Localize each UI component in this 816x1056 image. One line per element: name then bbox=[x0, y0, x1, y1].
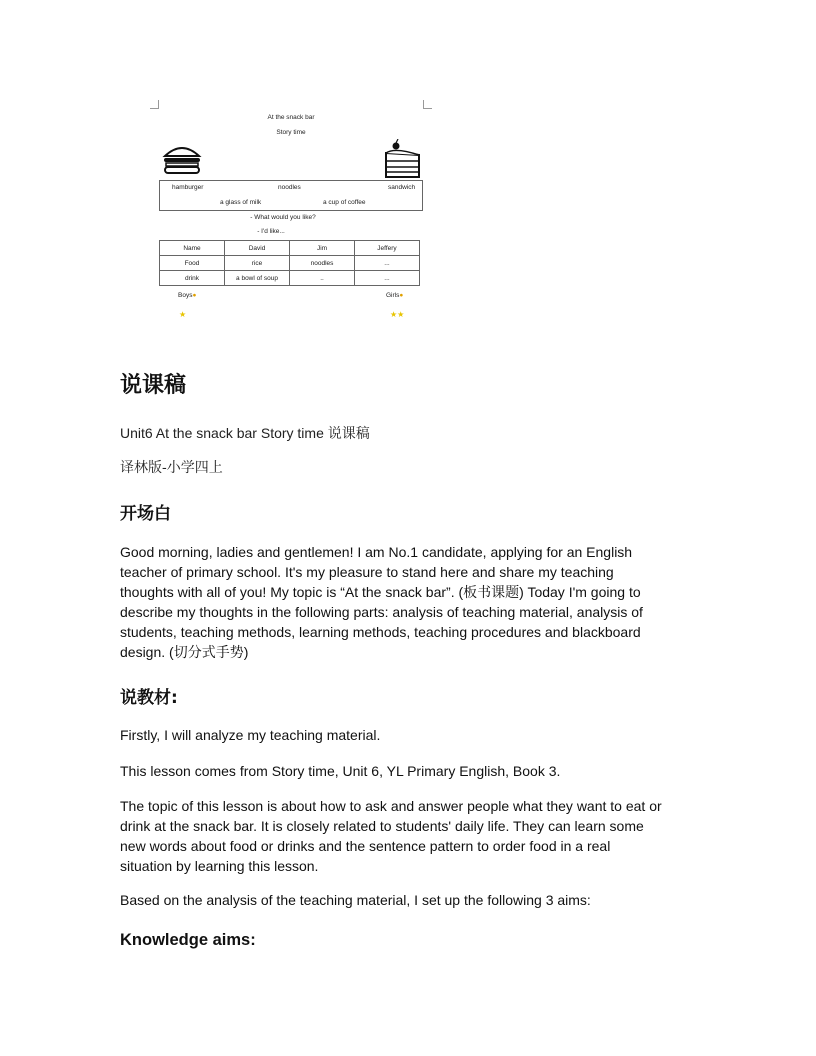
opening-paragraph bbox=[120, 542, 700, 662]
paragraph-line: students, teaching methods, learning methods, teaching procedures and blackboard bbox=[120, 624, 641, 640]
heading-opening: 开场白 bbox=[120, 504, 171, 524]
paragraph-line: design. (切分式手势) bbox=[120, 644, 249, 660]
vocab-noodles: noodles bbox=[278, 184, 301, 191]
girl-face-icon: ● bbox=[399, 292, 404, 299]
table-cell: noodles bbox=[290, 256, 355, 271]
blackboard-design-image bbox=[150, 100, 432, 325]
table-cell: .. bbox=[290, 271, 355, 286]
table-header-cell: Name bbox=[160, 241, 225, 256]
board-question: - What would you like? bbox=[250, 214, 316, 221]
board-title: At the snack bar bbox=[267, 114, 315, 121]
material-paragraph-3 bbox=[120, 796, 700, 876]
table-cell: ... bbox=[355, 271, 420, 286]
boys-label-group bbox=[178, 292, 196, 299]
paragraph-line: The topic of this lesson is about how to ask and answer people what they want to eat or bbox=[120, 798, 662, 814]
vocab-milk: a glass of milk bbox=[220, 199, 262, 206]
table-cell: ... bbox=[355, 256, 420, 271]
image-corner-mark bbox=[423, 100, 432, 109]
boys-star-icon: ★ bbox=[179, 310, 187, 319]
lesson-title: Unit6 At the snack bar Story time 说课稿 bbox=[120, 425, 370, 441]
paragraph-line: Good morning, ladies and gentlemen! I am No.1 candidate, applying for an English bbox=[120, 544, 633, 560]
table-cell: a bowl of soup bbox=[225, 271, 290, 286]
boy-face-icon: ● bbox=[192, 292, 197, 299]
girls-label-group bbox=[386, 292, 403, 299]
paragraph-line: teacher of primary school. It's my pleasure to stand here and share my teaching bbox=[120, 564, 614, 580]
table-header-cell: David bbox=[225, 241, 290, 256]
girls-label: Girls bbox=[386, 292, 400, 299]
heading-material: 说教材: bbox=[120, 688, 178, 708]
edition-label: 译林版-小学四上 bbox=[120, 460, 223, 476]
vocabulary-box bbox=[159, 180, 423, 211]
paragraph-line: thoughts with all of you! My topic is “At the snack bar”. (板书课题) Today I'm going to bbox=[120, 584, 641, 600]
order-table bbox=[159, 240, 420, 286]
paragraph-line: new words about food or drinks and the sentence pattern to order food in a real bbox=[120, 838, 611, 854]
material-paragraph-4: Based on the analysis of the teaching material, I set up the following 3 aims: bbox=[120, 892, 591, 908]
boys-label: Boys bbox=[178, 292, 193, 299]
paragraph-line: situation by learning this lesson. bbox=[120, 858, 319, 874]
heading-knowledge-aims: Knowledge aims: bbox=[120, 931, 256, 949]
table-header-cell: Jeffery bbox=[355, 241, 420, 256]
main-title: 说课稿 bbox=[120, 373, 187, 398]
image-corner-mark bbox=[150, 100, 159, 109]
table-header-row bbox=[160, 241, 420, 256]
cake-icon bbox=[383, 139, 423, 179]
material-paragraph-2: This lesson comes from Story time, Unit 6, YL Primary English, Book 3. bbox=[120, 763, 561, 779]
hamburger-icon bbox=[162, 143, 202, 175]
paragraph-line: drink at the snack bar. It is closely related to students' daily life. They can learn some bbox=[120, 818, 644, 834]
table-row bbox=[160, 271, 420, 286]
girls-star-icon: ★★ bbox=[390, 310, 405, 319]
vocab-sandwich: sandwich bbox=[388, 184, 416, 191]
table-cell: Food bbox=[160, 256, 225, 271]
table-cell: drink bbox=[160, 271, 225, 286]
material-paragraph-1: Firstly, I will analyze my teaching material. bbox=[120, 727, 381, 743]
board-subtitle: Story time bbox=[276, 129, 306, 136]
vocab-coffee: a cup of coffee bbox=[323, 199, 366, 206]
vocab-hamburger: hamburger bbox=[172, 184, 204, 191]
paragraph-line: describe my thoughts in the following parts: analysis of teaching material, analysis of bbox=[120, 604, 643, 620]
board-answer: - I'd like... bbox=[257, 228, 285, 235]
table-row bbox=[160, 256, 420, 271]
table-cell: rice bbox=[225, 256, 290, 271]
table-header-cell: Jim bbox=[290, 241, 355, 256]
